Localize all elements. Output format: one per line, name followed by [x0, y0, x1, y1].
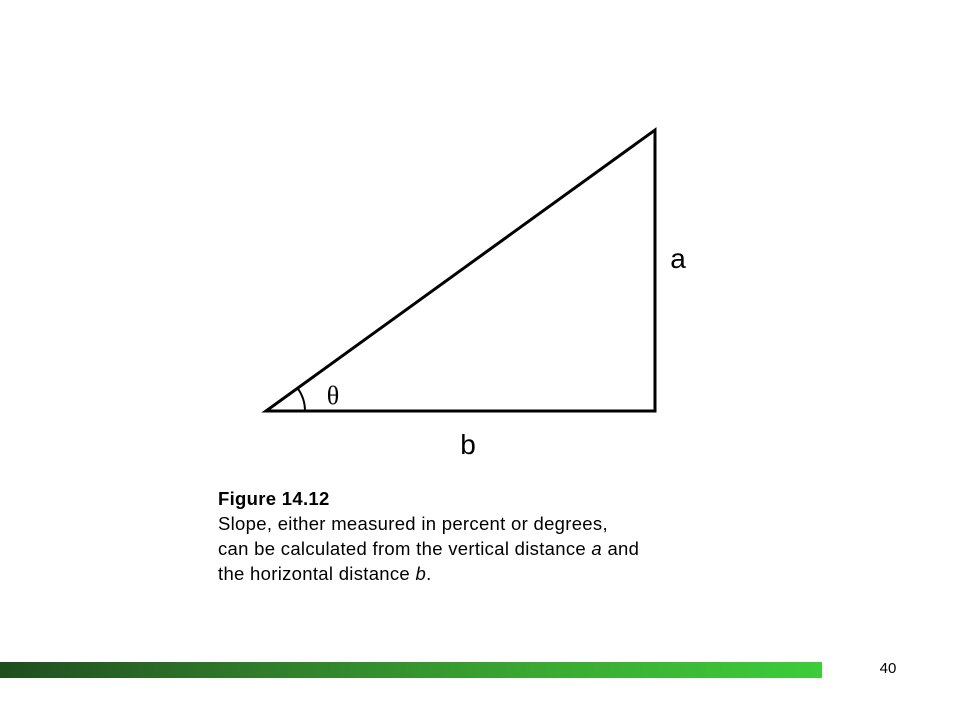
caption-variable-a: a: [591, 538, 603, 559]
figure-caption: [218, 486, 778, 586]
label-a: a: [670, 243, 686, 274]
caption-line-3: [218, 561, 778, 586]
page-number: 40: [879, 660, 897, 677]
label-b: b: [460, 429, 476, 460]
angle-arc: [298, 388, 305, 411]
caption-text: the horizontal distance: [218, 563, 416, 584]
caption-variable-b: b: [415, 563, 427, 584]
caption-title: Figure 14.12: [218, 488, 330, 509]
caption-line-1: [218, 511, 778, 536]
caption-text: and: [602, 538, 640, 559]
caption-text: can be calculated from the vertical distance: [218, 538, 592, 559]
footer-gradient-bar: [0, 662, 822, 678]
triangle-shape: [266, 130, 655, 411]
label-angle: θ: [326, 381, 340, 410]
caption-text: Slope, either measured in percent or degrees,: [218, 513, 608, 534]
caption-line-2: [218, 536, 778, 561]
caption-text: .: [426, 563, 432, 584]
